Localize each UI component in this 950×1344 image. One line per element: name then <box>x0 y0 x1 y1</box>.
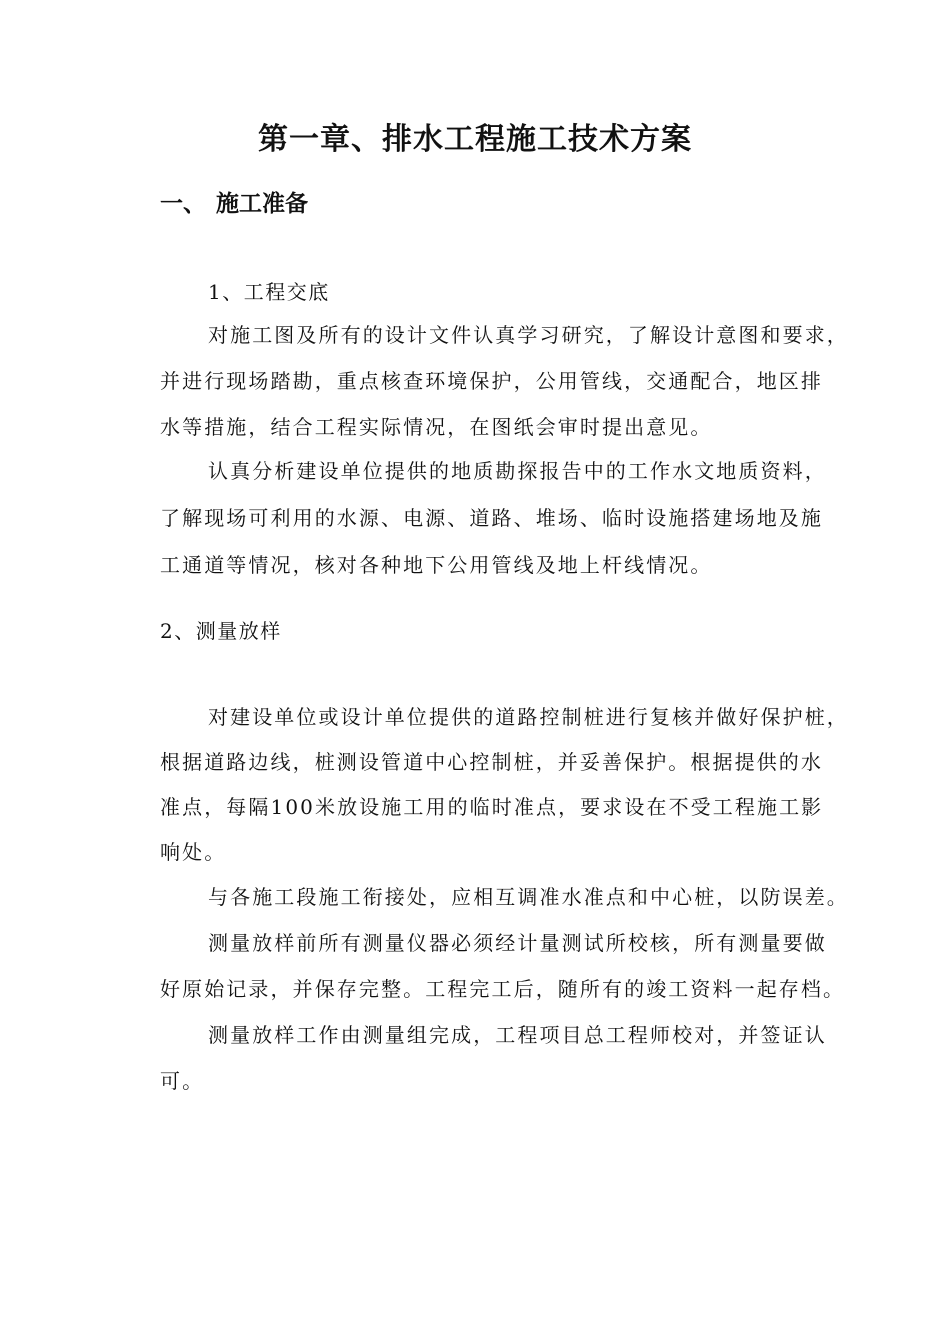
paragraph-line: 对建设单位或设计单位提供的道路控制桩进行复核并做好保护桩， <box>208 705 849 729</box>
paragraph-line: 工通道等情况，核对各种地下公用管线及地上杆线情况。 <box>160 553 713 577</box>
paragraph-line: 响处。 <box>160 840 227 864</box>
paragraph-line: 好原始记录，并保存完整。工程完工后，随所有的竣工资料一起存档。 <box>160 977 846 1001</box>
section-heading <box>160 186 308 222</box>
paragraph-line: 根据道路边线，桩测设管道中心控制桩，并妥善保护。根据提供的水 <box>160 750 823 774</box>
paragraph-line: 了解现场可利用的水源、电源、道路、堆场、临时设施搭建场地及施 <box>160 506 823 530</box>
paragraph-line: 测量放样前所有测量仪器必须经计量测试所校核，所有测量要做 <box>208 931 827 955</box>
section-number: 一、 <box>160 190 206 217</box>
subsection-heading-2: 2、测量放样 <box>160 619 282 643</box>
paragraph-line: 水等措施，结合工程实际情况，在图纸会审时提出意见。 <box>160 415 713 439</box>
paragraph-line: 并进行现场踏勘，重点核查环境保护，公用管线，交通配合，地区排 <box>160 369 823 393</box>
paragraph-line: 可。 <box>160 1069 205 1093</box>
subsection-heading-1: 1、工程交底 <box>208 280 330 304</box>
chapter-title: 第一章、排水工程施工技术方案 <box>258 122 692 157</box>
paragraph-line: 与各施工段施工衔接处，应相互调准水准点和中心桩，以防误差。 <box>208 885 849 909</box>
paragraph-line: 对施工图及所有的设计文件认真学习研究，了解设计意图和要求， <box>208 323 849 347</box>
section-title: 施工准备 <box>216 190 308 217</box>
paragraph-line: 测量放样工作由测量组完成，工程项目总工程师校对，并签证认 <box>208 1023 827 1047</box>
paragraph-line: 准点，每隔100米放设施工用的临时准点，要求设在不受工程施工影 <box>160 795 824 819</box>
paragraph-line: 认真分析建设单位提供的地质勘探报告中的工作水文地质资料， <box>208 459 827 483</box>
